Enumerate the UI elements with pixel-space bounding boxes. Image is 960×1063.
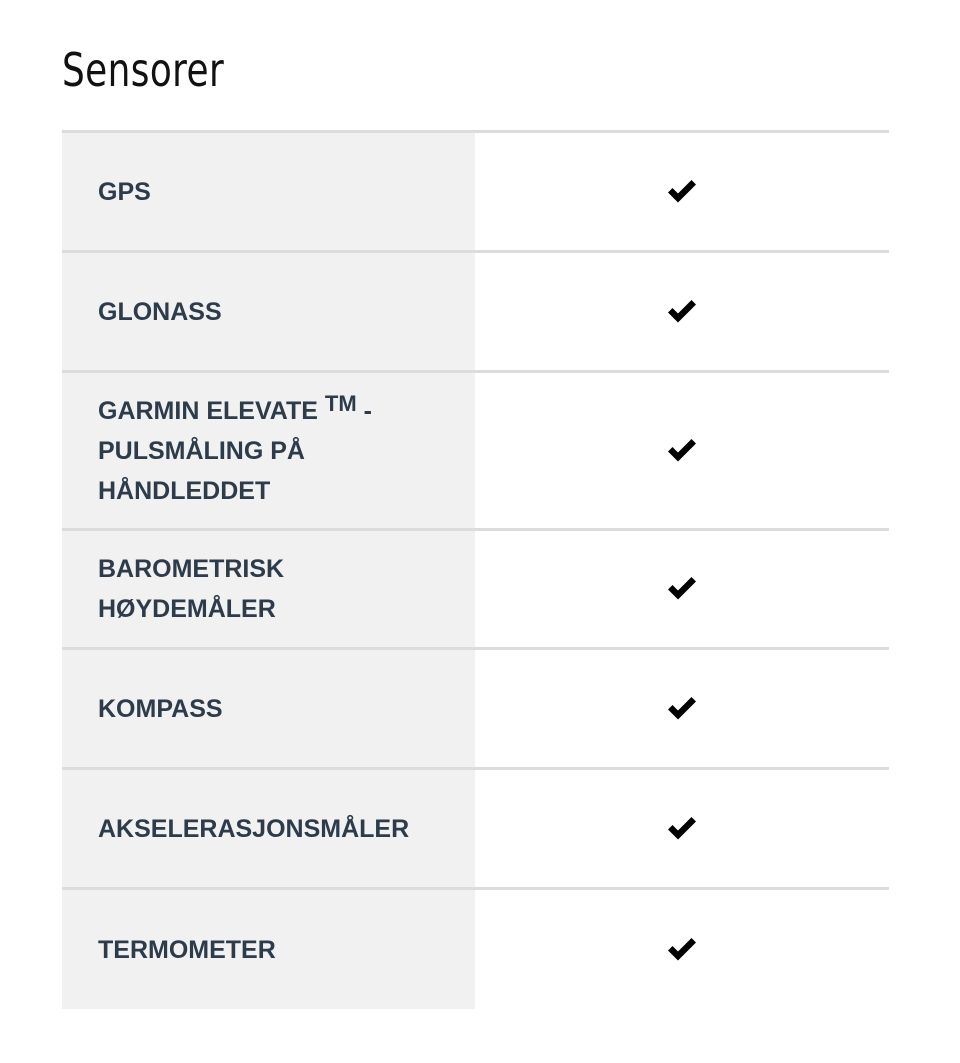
trademark-symbol: TM (324, 390, 357, 416)
spec-label-line: HÅNDLEDDET (98, 476, 271, 505)
spec-label-line: PULSMÅLING PÅ (98, 436, 305, 465)
spec-label-cell (62, 133, 475, 250)
spec-label-cell (62, 531, 475, 647)
table-row (62, 133, 889, 253)
spec-label: GLONASS (98, 297, 222, 326)
spec-value-cell (475, 373, 889, 528)
spec-value-cell (475, 650, 889, 767)
spec-value-cell (475, 770, 889, 887)
section-title: Sensorer (62, 43, 225, 97)
spec-label (98, 391, 372, 511)
checkmark-icon (667, 179, 697, 205)
table-row (62, 770, 889, 890)
table-row (62, 373, 889, 531)
sensor-spec-table (62, 130, 889, 1009)
spec-label-cell (62, 770, 475, 887)
spec-label-cell (62, 890, 475, 1009)
spec-label: KOMPASS (98, 694, 223, 723)
spec-label: GPS (98, 177, 151, 206)
spec-label-cell (62, 650, 475, 767)
spec-label: TERMOMETER (98, 935, 276, 964)
checkmark-icon (667, 937, 697, 963)
checkmark-icon (667, 438, 697, 464)
spec-label-cell (62, 253, 475, 370)
spec-value-cell (475, 133, 889, 250)
checkmark-icon (667, 696, 697, 722)
table-row (62, 890, 889, 1009)
spec-label-line: HØYDEMÅLER (98, 595, 276, 623)
spec-value-cell (475, 890, 889, 1009)
spec-label-line: BAROMETRISK (98, 555, 285, 583)
table-row (62, 531, 889, 650)
spec-label-cell (62, 373, 475, 528)
spec-label-line: GARMIN ELEVATE (98, 396, 318, 425)
checkmark-icon (667, 816, 697, 842)
spec-label: AKSELERASJONSMÅLER (98, 814, 410, 843)
table-row (62, 253, 889, 373)
table-row (62, 650, 889, 770)
spec-label (98, 549, 284, 629)
checkmark-icon (667, 299, 697, 325)
spec-value-cell (475, 253, 889, 370)
checkmark-icon (667, 576, 697, 602)
spec-label-suffix: - (356, 396, 372, 425)
spec-value-cell (475, 531, 889, 647)
